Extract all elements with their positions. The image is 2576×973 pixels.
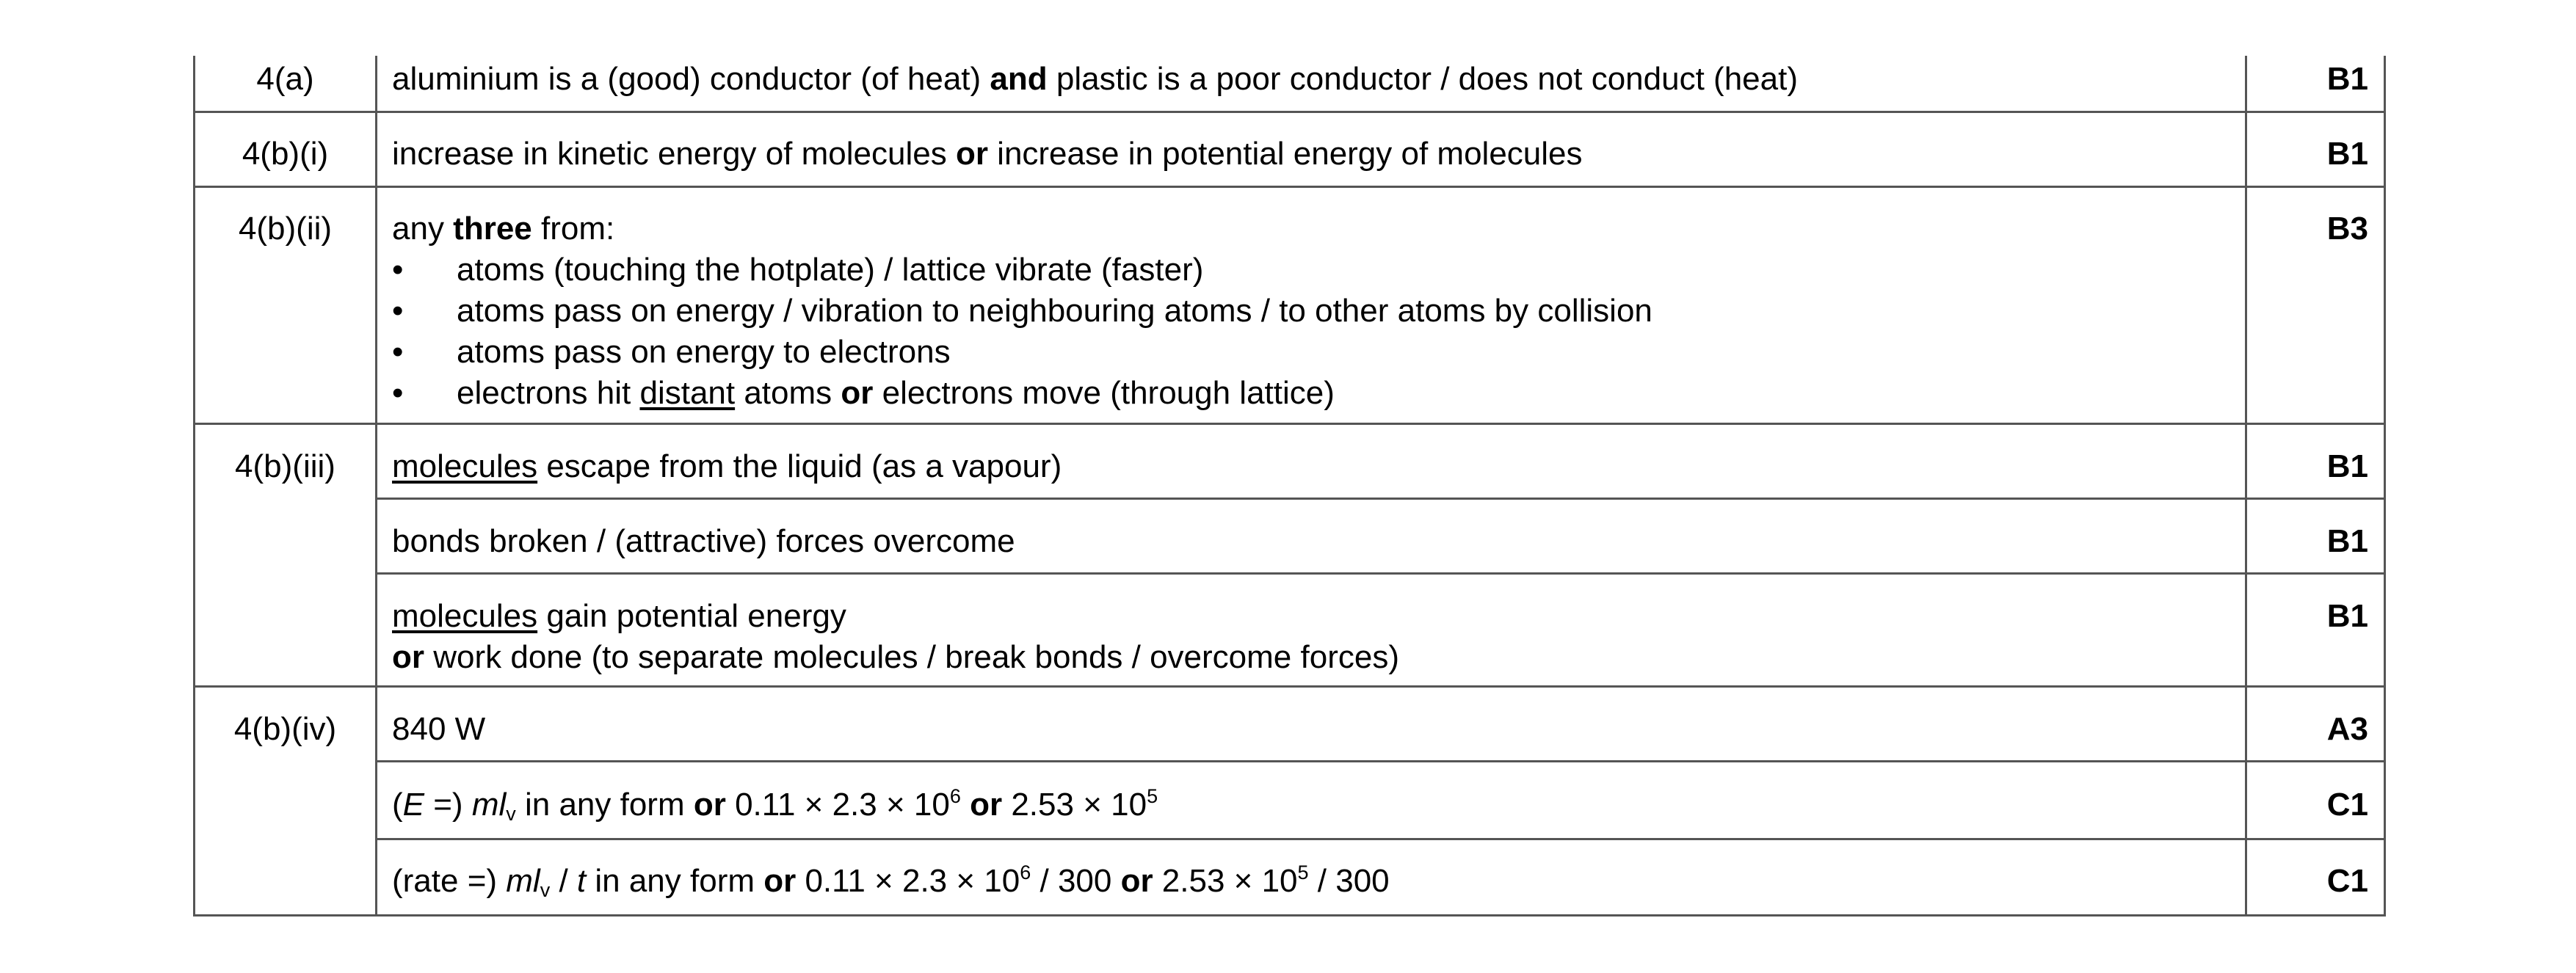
- keyword-or: or: [392, 639, 424, 675]
- underlined-word: molecules: [392, 598, 538, 634]
- answer-text-part: increase in kinetic energy of molecules: [392, 136, 956, 172]
- answer-text: molecules gain potential energy or work done (to separate molecules / break bonds / overcome forces): [392, 598, 1399, 675]
- row-divider: [377, 572, 2384, 575]
- keyword-and: and: [990, 61, 1048, 97]
- question-number: 4(b)(i): [242, 136, 329, 172]
- symbol-energy: E: [402, 787, 425, 823]
- answer-text: 840 W: [392, 711, 486, 747]
- answer-text: [392, 134, 1583, 175]
- question-number: 4(a): [256, 61, 314, 97]
- exponent: 5: [1297, 861, 1309, 883]
- answer-text-part: increase in potential energy of molecules: [987, 136, 1583, 172]
- answer-text-part: aluminium is a (good) conductor (of heat): [392, 61, 990, 97]
- mark-code: A3: [2326, 711, 2368, 747]
- mark-code: C1: [2326, 863, 2368, 899]
- mark-scheme-table: [193, 56, 2386, 916]
- exponent: 6: [1020, 861, 1031, 883]
- question-number: 4(b)(iii): [235, 448, 335, 484]
- answer-formula: (rate =) $ml_v$ / t in any form or $0.11 \times 2.3 \times 10^6 / 300$ or $2.53 \times 10^5 / 300$: [392, 861, 1390, 901]
- answer-intro: any three from:: [392, 211, 615, 247]
- question-number: 4(b)(iv): [233, 711, 337, 747]
- exponent: 6: [949, 785, 961, 807]
- underlined-word: molecules: [392, 448, 538, 484]
- answer-text-part: plastic is a poor conductor / does not conduct (heat): [1047, 61, 1798, 97]
- mark-code: B1: [2326, 598, 2368, 634]
- bullet-icon: •: [392, 293, 404, 329]
- column-divider-question: [375, 56, 377, 914]
- answer-text: [392, 59, 1798, 100]
- row-divider: [377, 760, 2384, 762]
- mark-code: B1: [2326, 136, 2368, 172]
- question-number: 4(b)(ii): [238, 211, 333, 247]
- bullet-item: • atoms pass on energy to electrons: [392, 332, 1652, 373]
- keyword-or: or: [693, 787, 726, 823]
- mark-code: B1: [2326, 448, 2368, 484]
- keyword-or: or: [1120, 863, 1153, 899]
- row-divider: [195, 685, 2384, 688]
- mark-code: B1: [2326, 61, 2368, 97]
- keyword-or: or: [763, 863, 797, 899]
- mark-code: C1: [2326, 787, 2368, 823]
- bullet-item: • atoms (touching the hotplate) / lattice vibrate (faster): [392, 249, 1652, 291]
- mark-code: B1: [2326, 523, 2368, 559]
- answer-formula: (E =) $ml_v$ in any form or $0.11 \times 2.3 \times 10^6$ or $2.53 \times 10^5$: [392, 785, 1158, 825]
- row-divider: [195, 423, 2384, 425]
- symbol-ml: ml: [506, 863, 540, 899]
- keyword-or: or: [841, 375, 874, 411]
- row-divider: [377, 498, 2384, 500]
- bullet-item: • atoms pass on energy / vibration to neighbouring atoms / to other atoms by collision: [392, 291, 1652, 332]
- bullet-item: • electrons hit distant atoms or electrons move (through lattice): [392, 373, 1652, 414]
- exponent: 5: [1147, 785, 1158, 807]
- bullet-icon: •: [392, 334, 404, 370]
- bullet-icon: •: [392, 252, 404, 288]
- symbol-time: t: [576, 863, 587, 899]
- subscript-v: v: [506, 803, 516, 825]
- subscript-v: v: [540, 879, 551, 901]
- underlined-word: distant: [639, 375, 736, 411]
- mark-code: B3: [2326, 211, 2368, 247]
- keyword-or: or: [970, 787, 1003, 823]
- answer-text: [392, 208, 1652, 414]
- keyword-three: three: [453, 211, 532, 247]
- row-divider: [195, 186, 2384, 188]
- row-divider: [195, 111, 2384, 113]
- bullet-icon: •: [392, 375, 404, 411]
- symbol-ml: ml: [471, 787, 507, 823]
- answer-text: molecules escape from the liquid (as a vapour): [392, 448, 1062, 484]
- row-divider: [377, 838, 2384, 840]
- keyword-or: or: [955, 136, 988, 172]
- answer-text: bonds broken / (attractive) forces overcome: [392, 523, 1015, 559]
